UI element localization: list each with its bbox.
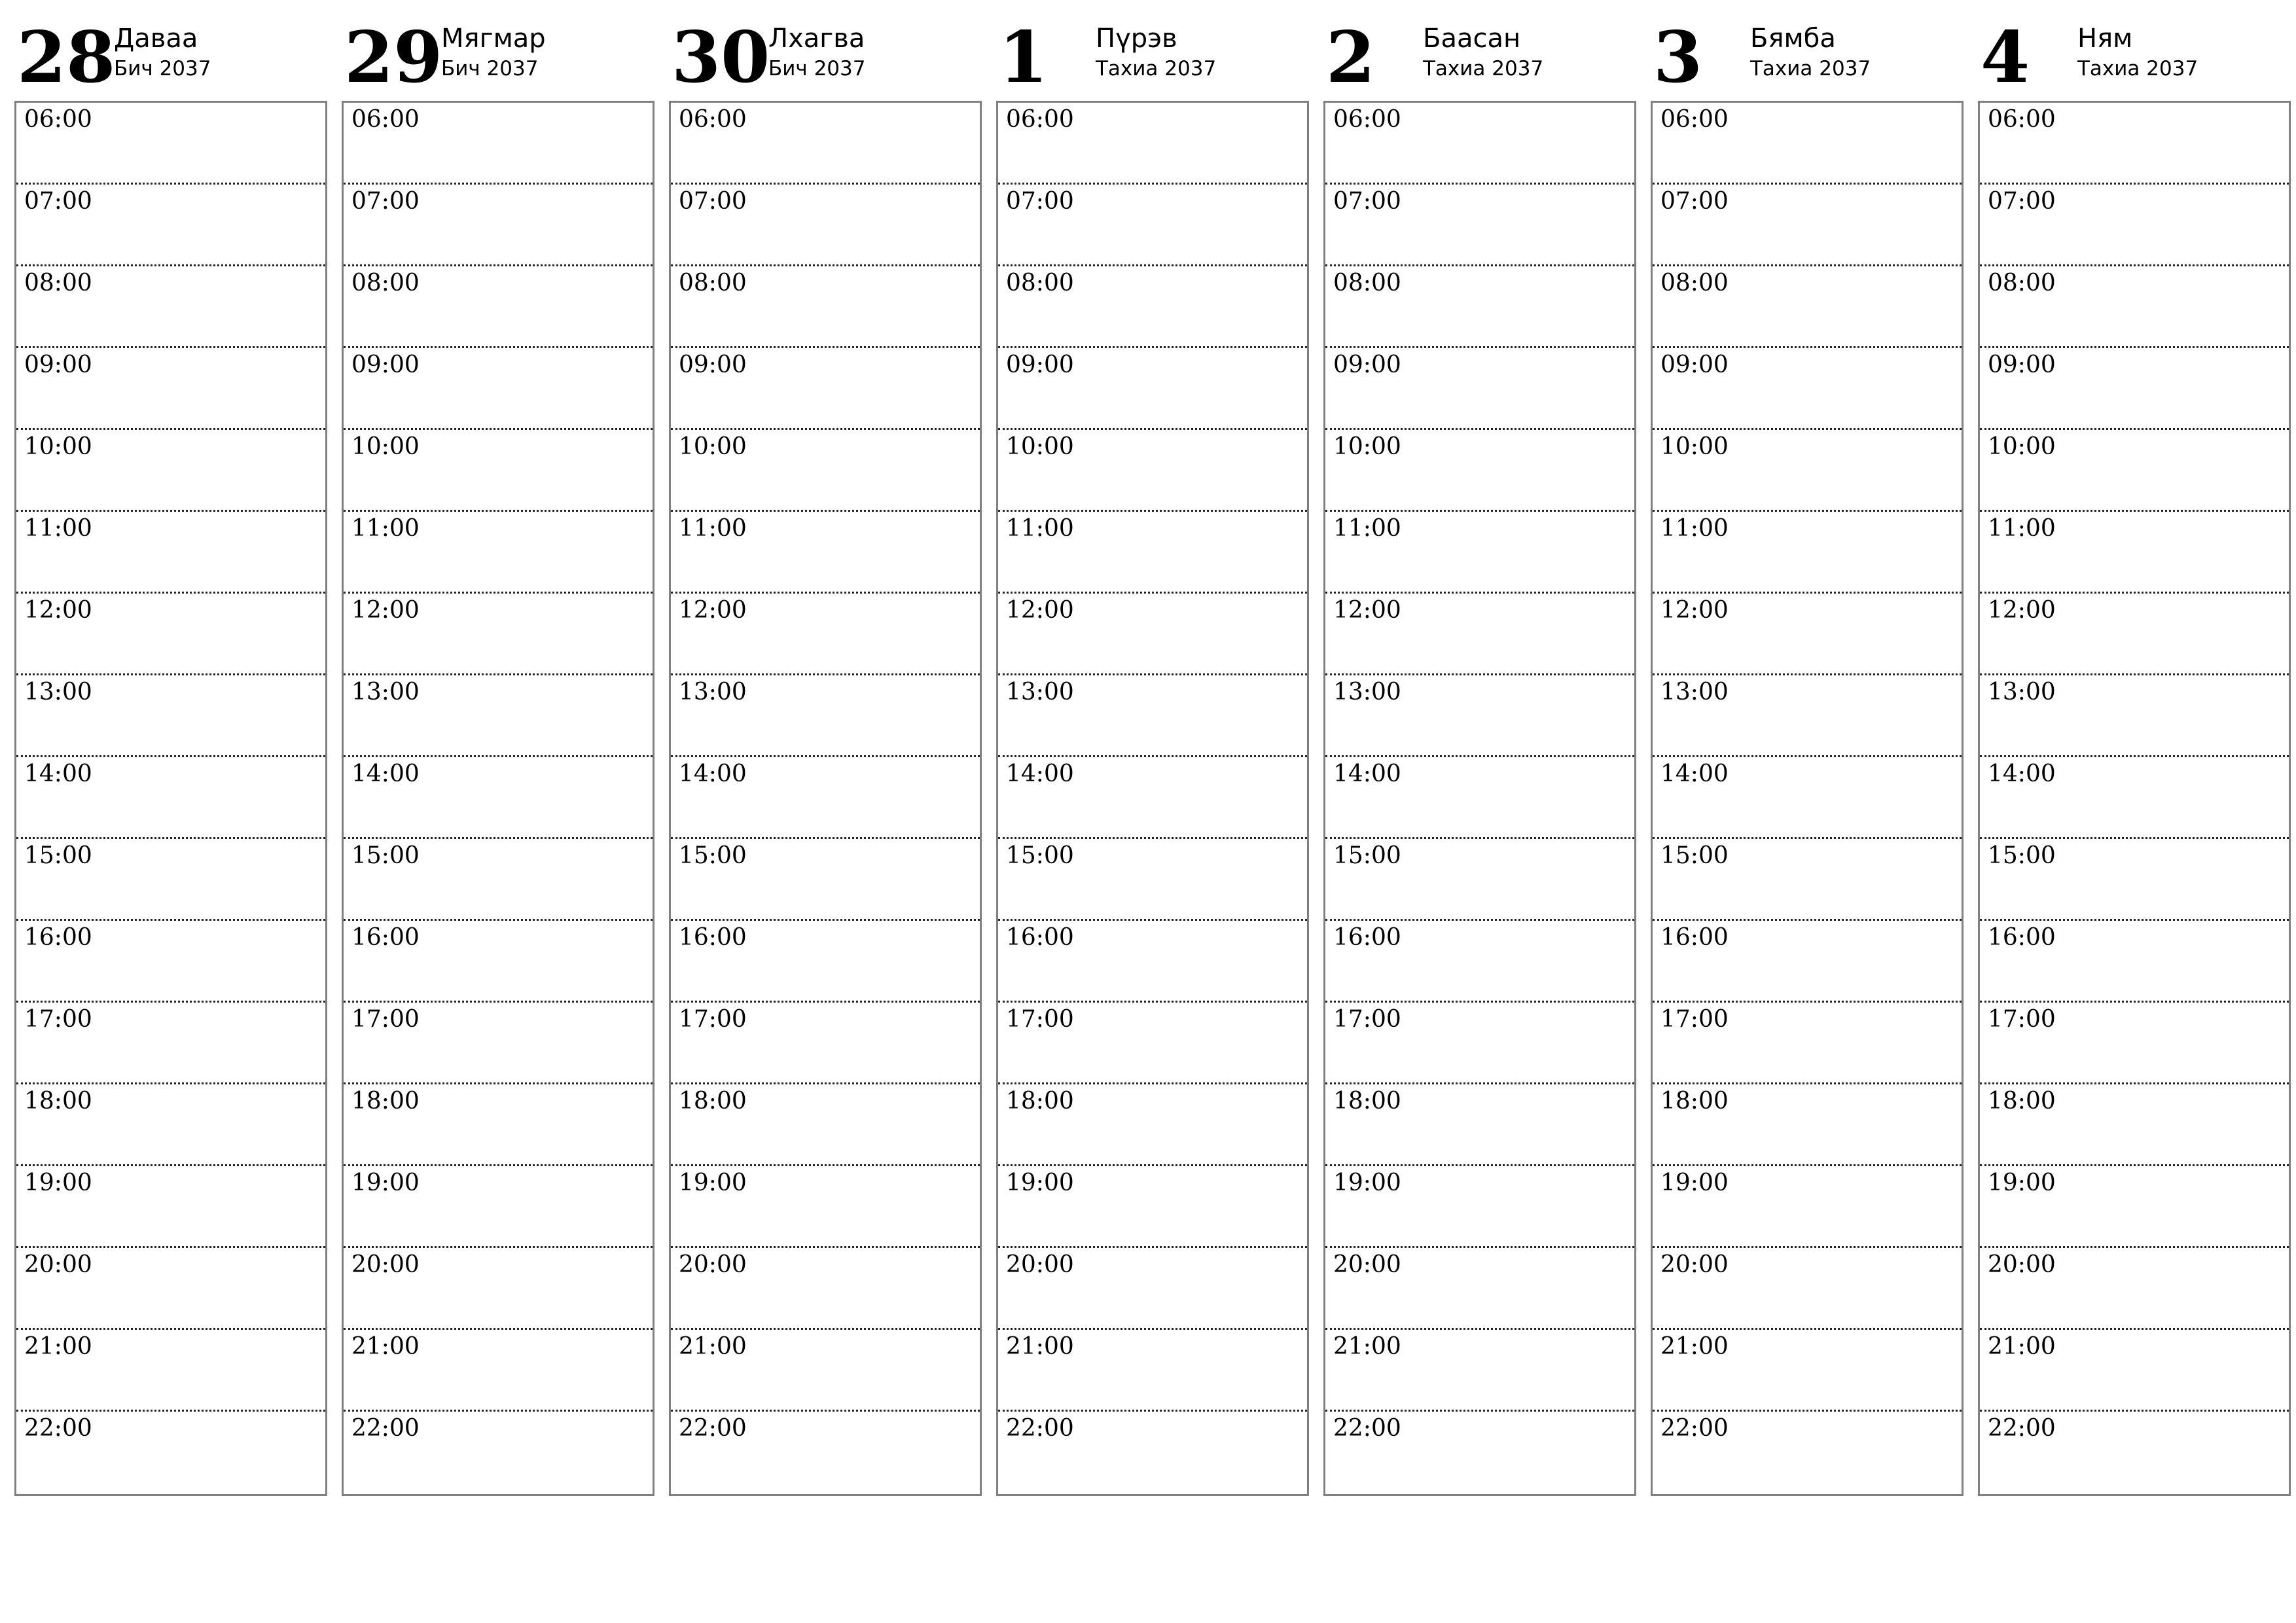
time-slot-label: 08:00: [679, 270, 747, 296]
time-slot-label: 19:00: [1006, 1169, 1074, 1196]
time-slot: [671, 839, 980, 921]
day-meta: [768, 13, 865, 84]
time-slot-label: 06:00: [1660, 106, 1729, 133]
time-slot-label: 08:00: [1333, 270, 1401, 296]
time-slot-label: 14:00: [351, 760, 420, 787]
time-slot-label: 15:00: [679, 842, 747, 869]
time-slot-label: 14:00: [679, 760, 747, 787]
time-slot: [1980, 1166, 2289, 1248]
time-slot: [1653, 594, 1962, 675]
time-slot: [1980, 839, 2289, 921]
time-slot-label: 17:00: [1006, 1006, 1074, 1033]
day-meta: [114, 13, 211, 84]
time-slot: [16, 266, 325, 348]
time-slot-label: 09:00: [1006, 351, 1074, 378]
time-slot-label: 11:00: [24, 515, 92, 542]
time-slot: [1653, 430, 1962, 512]
day-number: 2: [1326, 16, 1376, 99]
time-slot-label: 21:00: [1988, 1333, 2056, 1360]
day-header: [996, 13, 1309, 101]
time-slot-label: 18:00: [679, 1088, 747, 1115]
time-slot-label: 07:00: [1988, 188, 2056, 215]
time-slot-label: 22:00: [351, 1415, 420, 1442]
day-name: Баасан: [1423, 24, 1521, 54]
time-slot: [671, 1166, 980, 1248]
time-slot-label: 08:00: [351, 270, 420, 296]
time-slot-label: 06:00: [1988, 106, 2056, 133]
time-slot: [671, 348, 980, 430]
time-slot: [671, 430, 980, 512]
month-year: Тахиа 2037: [1096, 57, 1217, 80]
time-slot: [998, 1330, 1307, 1412]
time-slot: [1980, 921, 2289, 1003]
day-header: [1323, 13, 1636, 101]
time-slot: [1980, 1248, 2289, 1330]
time-slot: [1325, 1330, 1634, 1412]
time-slot-label: 15:00: [1660, 842, 1729, 869]
time-slot: [1653, 103, 1962, 185]
day-name: Мягмар: [441, 24, 546, 54]
time-slot: [1325, 1084, 1634, 1166]
time-slot: [344, 757, 653, 839]
time-slot: [1653, 1166, 1962, 1248]
day-schedule-box: [342, 101, 655, 1496]
time-slot: [998, 266, 1307, 348]
time-slot: [998, 1166, 1307, 1248]
day-header: [14, 13, 327, 101]
time-slot-label: 17:00: [679, 1006, 747, 1033]
day-name: Лхагва: [768, 24, 865, 54]
time-slot: [16, 594, 325, 675]
time-slot-label: 07:00: [24, 188, 92, 215]
time-slot: [1980, 185, 2289, 266]
time-slot: [344, 1412, 653, 1494]
time-slot: [1325, 266, 1634, 348]
time-slot-label: 10:00: [24, 433, 92, 460]
time-slot: [344, 1084, 653, 1166]
time-slot: [1980, 103, 2289, 185]
time-slot: [671, 512, 980, 594]
day-number: 3: [1653, 16, 1703, 99]
time-slot: [998, 430, 1307, 512]
time-slot: [16, 757, 325, 839]
time-slot-label: 21:00: [1660, 1333, 1729, 1360]
time-slot-label: 18:00: [351, 1088, 420, 1115]
time-slot: [1980, 1084, 2289, 1166]
time-slot: [1653, 185, 1962, 266]
time-slot: [344, 430, 653, 512]
month-year: Тахиа 2037: [1423, 57, 1544, 80]
time-slot: [16, 1412, 325, 1494]
time-slot-label: 09:00: [1660, 351, 1729, 378]
time-slot-label: 06:00: [351, 106, 420, 133]
time-slot-label: 06:00: [1333, 106, 1401, 133]
time-slot: [1325, 430, 1634, 512]
time-slot-label: 10:00: [1988, 433, 2056, 460]
day-column: [1651, 13, 1964, 1496]
time-slot-label: 11:00: [351, 515, 420, 542]
time-slot-label: 22:00: [1660, 1415, 1729, 1442]
time-slot: [16, 921, 325, 1003]
time-slot: [16, 675, 325, 757]
time-slot-label: 19:00: [679, 1169, 747, 1196]
time-slot-label: 12:00: [1006, 597, 1074, 624]
day-column: [342, 13, 655, 1496]
time-slot-label: 17:00: [1988, 1006, 2056, 1033]
time-slot: [1325, 675, 1634, 757]
time-slot-label: 18:00: [1988, 1088, 2056, 1115]
time-slot: [671, 1003, 980, 1084]
time-slot: [998, 103, 1307, 185]
time-slot: [16, 512, 325, 594]
time-slot: [344, 675, 653, 757]
time-slot-label: 17:00: [1333, 1006, 1401, 1033]
time-slot-label: 16:00: [1333, 924, 1401, 951]
time-slot: [1325, 348, 1634, 430]
time-slot: [344, 1330, 653, 1412]
day-number: 30: [672, 16, 770, 99]
time-slot: [998, 921, 1307, 1003]
time-slot-label: 17:00: [351, 1006, 420, 1033]
time-slot: [1653, 1248, 1962, 1330]
time-slot: [1325, 1003, 1634, 1084]
time-slot: [344, 594, 653, 675]
time-slot-label: 21:00: [24, 1333, 92, 1360]
time-slot: [1325, 921, 1634, 1003]
time-slot: [16, 839, 325, 921]
time-slot-label: 07:00: [679, 188, 747, 215]
time-slot-label: 11:00: [1988, 515, 2056, 542]
day-number: 4: [1981, 16, 2030, 99]
day-meta: [1423, 13, 1543, 84]
time-slot: [16, 1084, 325, 1166]
weekly-planner: [14, 13, 2284, 1496]
time-slot-label: 17:00: [24, 1006, 92, 1033]
day-column: [1323, 13, 1636, 1496]
day-name: Пүрэв: [1096, 24, 1177, 54]
time-slot-label: 16:00: [679, 924, 747, 951]
time-slot-label: 11:00: [1006, 515, 1074, 542]
time-slot: [16, 103, 325, 185]
time-slot-label: 20:00: [679, 1251, 747, 1278]
time-slot-label: 15:00: [351, 842, 420, 869]
time-slot-label: 16:00: [1660, 924, 1729, 951]
time-slot-label: 10:00: [351, 433, 420, 460]
time-slot-label: 14:00: [1660, 760, 1729, 787]
time-slot: [998, 675, 1307, 757]
time-slot: [1325, 103, 1634, 185]
day-meta: [1096, 13, 1216, 84]
time-slot-label: 13:00: [1333, 679, 1401, 705]
time-slot: [16, 348, 325, 430]
time-slot-label: 22:00: [1006, 1415, 1074, 1442]
day-number: 1: [999, 16, 1049, 99]
day-header: [669, 13, 982, 101]
time-slot-label: 20:00: [1006, 1251, 1074, 1278]
day-column: [1978, 13, 2291, 1496]
time-slot-label: 12:00: [1333, 597, 1401, 624]
time-slot: [1980, 757, 2289, 839]
time-slot: [671, 1084, 980, 1166]
time-slot: [998, 348, 1307, 430]
time-slot: [344, 348, 653, 430]
day-header: [1978, 13, 2291, 101]
time-slot: [671, 594, 980, 675]
time-slot-label: 19:00: [1660, 1169, 1729, 1196]
time-slot: [16, 1003, 325, 1084]
time-slot: [671, 185, 980, 266]
time-slot-label: 14:00: [24, 760, 92, 787]
time-slot: [16, 1330, 325, 1412]
time-slot-label: 13:00: [679, 679, 747, 705]
time-slot-label: 14:00: [1988, 760, 2056, 787]
time-slot-label: 12:00: [679, 597, 747, 624]
time-slot: [344, 839, 653, 921]
day-schedule-box: [1323, 101, 1636, 1496]
time-slot-label: 18:00: [24, 1088, 92, 1115]
time-slot-label: 19:00: [351, 1169, 420, 1196]
day-schedule-box: [669, 101, 982, 1496]
time-slot: [1653, 839, 1962, 921]
time-slot: [16, 185, 325, 266]
time-slot: [998, 1412, 1307, 1494]
time-slot: [1325, 1412, 1634, 1494]
time-slot: [1980, 1003, 2289, 1084]
time-slot: [1325, 512, 1634, 594]
day-header: [1651, 13, 1964, 101]
day-header: [342, 13, 655, 101]
time-slot-label: 14:00: [1333, 760, 1401, 787]
time-slot-label: 10:00: [1006, 433, 1074, 460]
time-slot-label: 11:00: [1660, 515, 1729, 542]
month-year: Тахиа 2037: [1750, 57, 1871, 80]
time-slot-label: 20:00: [351, 1251, 420, 1278]
time-slot-label: 08:00: [1660, 270, 1729, 296]
time-slot: [1325, 839, 1634, 921]
time-slot-label: 07:00: [1006, 188, 1074, 215]
time-slot-label: 15:00: [1006, 842, 1074, 869]
time-slot-label: 08:00: [24, 270, 92, 296]
time-slot-label: 16:00: [24, 924, 92, 951]
time-slot: [1325, 1248, 1634, 1330]
time-slot: [1980, 594, 2289, 675]
time-slot-label: 18:00: [1660, 1088, 1729, 1115]
time-slot-label: 11:00: [1333, 515, 1401, 542]
time-slot: [344, 1166, 653, 1248]
time-slot-label: 21:00: [351, 1333, 420, 1360]
time-slot-label: 12:00: [1988, 597, 2056, 624]
time-slot: [344, 185, 653, 266]
time-slot-label: 19:00: [1988, 1169, 2056, 1196]
time-slot: [1325, 1166, 1634, 1248]
time-slot: [344, 921, 653, 1003]
time-slot-label: 09:00: [24, 351, 92, 378]
day-meta: [441, 13, 546, 84]
month-year: Тахиа 2037: [2077, 57, 2198, 80]
month-year: Бич 2037: [768, 57, 866, 80]
time-slot-label: 13:00: [351, 679, 420, 705]
day-schedule-box: [14, 101, 327, 1496]
time-slot: [1653, 348, 1962, 430]
time-slot: [998, 1003, 1307, 1084]
time-slot-label: 09:00: [1988, 351, 2056, 378]
time-slot: [998, 1084, 1307, 1166]
time-slot-label: 22:00: [679, 1415, 747, 1442]
time-slot-label: 13:00: [1988, 679, 2056, 705]
time-slot: [998, 1248, 1307, 1330]
time-slot-label: 16:00: [1988, 924, 2056, 951]
time-slot-label: 18:00: [1333, 1088, 1401, 1115]
time-slot-label: 12:00: [1660, 597, 1729, 624]
time-slot-label: 13:00: [1006, 679, 1074, 705]
day-number: 28: [17, 16, 116, 99]
time-slot-label: 07:00: [1660, 188, 1729, 215]
time-slot: [671, 921, 980, 1003]
day-schedule-box: [1651, 101, 1964, 1496]
time-slot: [344, 266, 653, 348]
time-slot-label: 16:00: [351, 924, 420, 951]
time-slot-label: 20:00: [1988, 1251, 2056, 1278]
day-column: [669, 13, 982, 1496]
time-slot: [671, 103, 980, 185]
time-slot: [1325, 185, 1634, 266]
time-slot: [1653, 266, 1962, 348]
time-slot: [671, 757, 980, 839]
time-slot-label: 06:00: [679, 106, 747, 133]
time-slot-label: 09:00: [351, 351, 420, 378]
time-slot: [1653, 1084, 1962, 1166]
time-slot-label: 17:00: [1660, 1006, 1729, 1033]
time-slot-label: 08:00: [1006, 270, 1074, 296]
time-slot-label: 22:00: [1988, 1415, 2056, 1442]
time-slot: [998, 839, 1307, 921]
time-slot-label: 12:00: [24, 597, 92, 624]
time-slot-label: 06:00: [1006, 106, 1074, 133]
time-slot: [1325, 594, 1634, 675]
day-meta: [2077, 13, 2198, 84]
time-slot: [1980, 348, 2289, 430]
time-slot: [1980, 675, 2289, 757]
time-slot: [1980, 266, 2289, 348]
time-slot-label: 22:00: [24, 1415, 92, 1442]
time-slot: [16, 430, 325, 512]
time-slot-label: 12:00: [351, 597, 420, 624]
time-slot-label: 22:00: [1333, 1415, 1401, 1442]
day-name: Ням: [2077, 24, 2133, 54]
time-slot-label: 21:00: [679, 1333, 747, 1360]
time-slot-label: 11:00: [679, 515, 747, 542]
time-slot-label: 13:00: [24, 679, 92, 705]
day-meta: [1750, 13, 1871, 84]
day-schedule-box: [996, 101, 1309, 1496]
time-slot: [16, 1166, 325, 1248]
day-column: [14, 13, 327, 1496]
time-slot: [1653, 512, 1962, 594]
time-slot-label: 15:00: [1333, 842, 1401, 869]
time-slot: [671, 675, 980, 757]
time-slot: [671, 1248, 980, 1330]
time-slot: [671, 266, 980, 348]
time-slot-label: 13:00: [1660, 679, 1729, 705]
time-slot: [344, 1003, 653, 1084]
time-slot-label: 21:00: [1333, 1333, 1401, 1360]
time-slot-label: 09:00: [1333, 351, 1401, 378]
time-slot-label: 10:00: [1333, 433, 1401, 460]
time-slot: [671, 1412, 980, 1494]
time-slot: [344, 103, 653, 185]
time-slot-label: 16:00: [1006, 924, 1074, 951]
day-name: Бямба: [1750, 24, 1836, 54]
time-slot: [1653, 921, 1962, 1003]
time-slot-label: 09:00: [679, 351, 747, 378]
time-slot: [1980, 430, 2289, 512]
time-slot: [671, 1330, 980, 1412]
month-year: Бич 2037: [114, 57, 211, 80]
time-slot: [1980, 1330, 2289, 1412]
time-slot-label: 15:00: [1988, 842, 2056, 869]
time-slot: [998, 757, 1307, 839]
time-slot: [1653, 1330, 1962, 1412]
time-slot: [998, 512, 1307, 594]
time-slot: [1653, 757, 1962, 839]
time-slot-label: 06:00: [24, 106, 92, 133]
time-slot: [1653, 1003, 1962, 1084]
time-slot: [998, 594, 1307, 675]
time-slot-label: 15:00: [24, 842, 92, 869]
time-slot-label: 08:00: [1988, 270, 2056, 296]
time-slot: [1980, 512, 2289, 594]
time-slot-label: 21:00: [1006, 1333, 1074, 1360]
time-slot-label: 20:00: [1333, 1251, 1401, 1278]
day-column: [996, 13, 1309, 1496]
day-name: Даваа: [114, 24, 198, 54]
time-slot: [1980, 1412, 2289, 1494]
time-slot: [344, 512, 653, 594]
time-slot-label: 07:00: [351, 188, 420, 215]
time-slot-label: 19:00: [1333, 1169, 1401, 1196]
time-slot-label: 14:00: [1006, 760, 1074, 787]
time-slot-label: 10:00: [1660, 433, 1729, 460]
time-slot-label: 07:00: [1333, 188, 1401, 215]
time-slot: [16, 1248, 325, 1330]
time-slot-label: 20:00: [24, 1251, 92, 1278]
time-slot-label: 19:00: [24, 1169, 92, 1196]
day-schedule-box: [1978, 101, 2291, 1496]
time-slot-label: 10:00: [679, 433, 747, 460]
time-slot: [1325, 757, 1634, 839]
day-number: 29: [344, 16, 443, 99]
time-slot: [1653, 1412, 1962, 1494]
time-slot-label: 20:00: [1660, 1251, 1729, 1278]
month-year: Бич 2037: [441, 57, 539, 80]
time-slot: [998, 185, 1307, 266]
time-slot: [1653, 675, 1962, 757]
time-slot-label: 18:00: [1006, 1088, 1074, 1115]
time-slot: [344, 1248, 653, 1330]
